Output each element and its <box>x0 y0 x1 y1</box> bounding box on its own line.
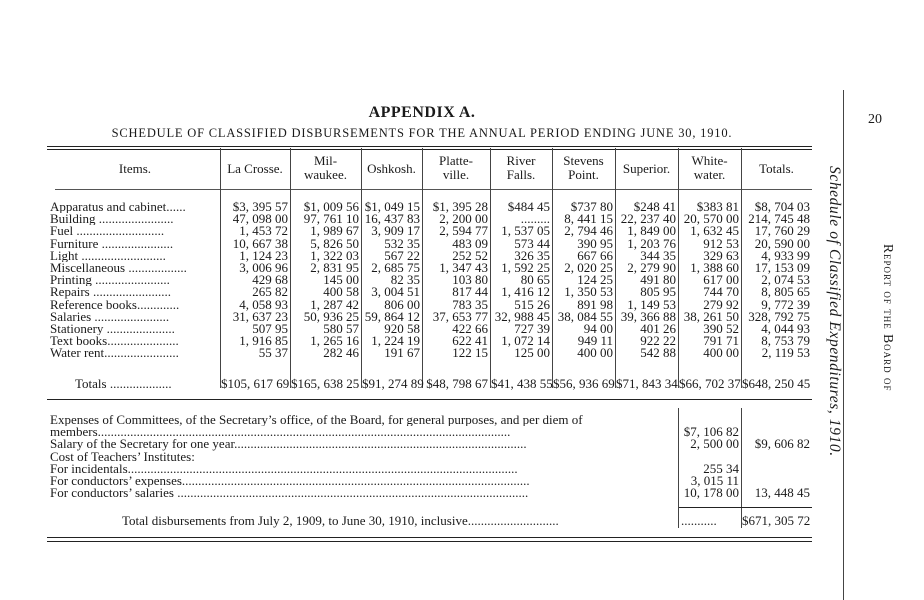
item-label: Repairs ........................ <box>50 286 171 299</box>
cell-stevens-point: 949 11 <box>577 333 613 349</box>
expense-line: Cost of Teachers’ Institutes: <box>50 450 195 463</box>
total-superior: $71, 843 34 <box>616 376 678 391</box>
header-river-falls: River Falls. <box>506 153 536 182</box>
cell-superior: 344 35 <box>640 247 676 263</box>
expense-amounts <box>679 414 739 499</box>
cell-whitewater: $383 81 <box>696 199 739 214</box>
cell-la-crosse: 47, 098 00 <box>232 211 288 227</box>
column-totals <box>742 201 810 359</box>
cell-stevens-point: 94 00 <box>583 320 613 336</box>
cell-totals: 214, 745 48 <box>748 211 810 227</box>
cell-river-falls: ......... <box>520 211 550 227</box>
cell-platteville: 817 44 <box>452 284 488 300</box>
total-la-crosse: $105, 617 69 <box>221 376 290 391</box>
cell-whitewater: 744 70 <box>703 284 739 300</box>
cell-platteville: 37, 653 77 <box>432 308 488 324</box>
cell-la-crosse: 3, 006 96 <box>239 259 288 275</box>
cell-river-falls: 80 65 <box>520 272 550 288</box>
cell-platteville: 483 09 <box>452 235 488 251</box>
item-label: Miscellaneous .................. <box>50 261 187 275</box>
cell-la-crosse: 31, 637 23 <box>232 308 288 324</box>
column-milwaukee <box>291 201 359 359</box>
top-rule <box>47 146 812 147</box>
cell-whitewater: 912 53 <box>703 235 739 251</box>
cell-totals: 9, 772 39 <box>761 296 810 312</box>
cell-oshkosh: 16, 437 83 <box>364 211 420 227</box>
cell-whitewater: 791 71 <box>703 333 739 349</box>
cell-whitewater: 329 63 <box>703 247 739 263</box>
cell-oshkosh: 3, 004 51 <box>371 284 420 300</box>
total-platteville: $48, 798 67 <box>426 376 488 391</box>
expense-line: For conductors’ salaries ............................................................................................................ <box>50 487 529 500</box>
cell-stevens-point: 124 25 <box>577 272 613 288</box>
cell-stevens-point: $737 80 <box>570 199 613 214</box>
cell-superior: 1, 849 00 <box>627 223 676 239</box>
item-label: Salaries ....................... <box>50 310 170 323</box>
header-oshkosh: Oshkosh. <box>367 161 416 176</box>
cell-superior: 1, 203 76 <box>627 235 676 251</box>
expense-subtotal <box>742 463 810 475</box>
header-platteville: Platte- ville. <box>439 153 473 182</box>
expense-amount: 2, 500 00 <box>690 436 739 452</box>
grand-total-value: $671, 305 72 <box>742 513 811 528</box>
cell-oshkosh: 2, 685 75 <box>371 259 420 275</box>
header-milwaukee: Mil- waukee. <box>304 153 347 182</box>
cell-river-falls: 1, 416 12 <box>501 284 550 300</box>
running-head: Report of the Board of <box>881 244 896 392</box>
column-stevens-point <box>553 201 613 359</box>
total-oshkosh: $91, 274 89 <box>362 376 424 391</box>
cell-stevens-point: 390 95 <box>577 235 613 251</box>
item-label: Water rent....................... <box>50 347 179 360</box>
header-la-crosse: La Crosse. <box>227 161 283 176</box>
cell-platteville: 622 41 <box>452 333 488 349</box>
section-rule <box>47 399 812 400</box>
cell-oshkosh: 3, 909 17 <box>371 223 420 239</box>
expense-amount: 10, 178 00 <box>683 485 739 501</box>
item-label: Text books...................... <box>50 335 179 348</box>
cell-milwaukee: 50, 936 25 <box>303 308 359 324</box>
cell-milwaukee: 282 46 <box>323 345 359 361</box>
total-stevens-point: $56, 936 69 <box>553 376 615 391</box>
cell-totals: 17, 760 29 <box>754 223 810 239</box>
cell-milwaukee: 145 00 <box>323 272 359 288</box>
cell-river-falls: 32, 988 45 <box>494 308 550 324</box>
cell-superior: $248 41 <box>633 199 676 214</box>
cell-river-falls: 573 44 <box>514 235 550 251</box>
cell-whitewater: 617 00 <box>703 272 739 288</box>
cell-river-falls: 727 39 <box>514 320 550 336</box>
cell-river-falls: 1, 537 05 <box>501 223 550 239</box>
cell-platteville: 1, 347 43 <box>439 259 488 275</box>
cell-stevens-point: 2, 794 46 <box>564 223 613 239</box>
grand-total-dots: ........... <box>681 513 717 528</box>
total-whitewater: $66, 702 37 <box>679 376 741 391</box>
cell-superior: 22, 237 40 <box>620 211 676 227</box>
item-label: Building ....................... <box>50 213 174 226</box>
item-label: Reference books............. <box>50 298 180 311</box>
cell-platteville: 783 35 <box>452 296 488 312</box>
cell-platteville: 2, 200 00 <box>439 211 488 227</box>
cell-oshkosh: 567 22 <box>384 247 420 263</box>
cell-stevens-point: 38, 084 55 <box>557 308 613 324</box>
cell-superior: 922 22 <box>640 333 676 349</box>
bottom-rule-2 <box>47 541 812 542</box>
cell-superior: 401 26 <box>640 320 676 336</box>
grand-total-label: Total disbursements from July 2, 1909, to June 30, 1910, inclusive............................ <box>122 513 559 528</box>
schedule-subtitle: SCHEDULE OF CLASSIFIED DISBURSEMENTS FOR THE ANNUAL PERIOD ENDING JUNE 30, 1910. <box>111 126 733 140</box>
cell-milwaukee: 1, 322 03 <box>310 247 359 263</box>
cell-superior: 542 88 <box>640 345 676 361</box>
cell-oshkosh: 59, 864 12 <box>364 308 420 324</box>
total-river-falls: $41, 438 55 <box>491 376 553 391</box>
header-rule <box>55 189 812 190</box>
expense-amount: $7, 106 82 <box>683 424 739 440</box>
cell-whitewater: 38, 261 50 <box>683 308 739 324</box>
total-totals: $648, 250 45 <box>742 376 811 391</box>
expense-line: members............................................................................................................................... <box>50 426 511 439</box>
column-platteville <box>423 201 488 359</box>
expense-amount: 3, 015 11 <box>690 472 739 488</box>
cell-totals: 8, 753 79 <box>761 333 810 349</box>
expense-subtotals <box>742 414 810 499</box>
cell-stevens-point: 667 66 <box>577 247 613 263</box>
cell-whitewater: 279 92 <box>703 296 739 312</box>
column-river-falls <box>491 201 550 359</box>
cell-stevens-point: 8, 441 15 <box>564 211 613 227</box>
cell-oshkosh: $1, 049 15 <box>364 199 420 214</box>
cell-la-crosse: 10, 667 38 <box>232 235 288 251</box>
cell-la-crosse: 429 68 <box>252 272 288 288</box>
item-label: Fuel ........................... <box>50 225 165 238</box>
cell-totals: 328, 792 75 <box>748 308 810 324</box>
cell-stevens-point: 891 98 <box>577 296 613 312</box>
cell-platteville: 103 80 <box>452 272 488 288</box>
cell-superior: 805 95 <box>640 284 676 300</box>
cell-stevens-point: 1, 350 53 <box>564 284 613 300</box>
cell-milwaukee: 1, 287 42 <box>310 296 359 312</box>
cell-totals: 8, 805 65 <box>761 284 810 300</box>
cell-oshkosh: 1, 224 19 <box>371 333 420 349</box>
cell-oshkosh: 82 35 <box>390 272 420 288</box>
total-milwaukee: $165, 638 25 <box>291 376 360 391</box>
expense-line: Expenses of Committees, of the Secretary’s office, of the Board, for general purposes, and per diem of <box>50 414 583 427</box>
cell-platteville: 252 52 <box>452 247 488 263</box>
cell-river-falls: 1, 072 14 <box>501 333 550 349</box>
header-superior: Superior. <box>622 161 671 176</box>
expense-line: For incidentals........................................................................................................................ <box>50 462 518 475</box>
cell-whitewater: 400 00 <box>703 345 739 361</box>
cell-totals: 4, 044 93 <box>761 320 810 336</box>
item-label: Stationery ..................... <box>50 322 175 336</box>
cell-stevens-point: 2, 020 25 <box>564 259 613 275</box>
bottom-rule <box>47 537 812 538</box>
column-whitewater <box>679 201 739 359</box>
cell-superior: 1, 149 53 <box>627 296 676 312</box>
totals-label: Totals ................... <box>75 376 172 391</box>
header-whitewater: White- water. <box>691 153 728 182</box>
cell-oshkosh: 532 35 <box>384 235 420 251</box>
cell-milwaukee: 5, 826 50 <box>310 235 359 251</box>
expense-subtotal: $9, 606 82 <box>754 436 810 452</box>
cell-milwaukee: $1, 009 56 <box>303 199 359 214</box>
cell-whitewater: 1, 388 60 <box>690 259 739 275</box>
cell-totals: $8, 704 03 <box>754 199 810 214</box>
item-label: Apparatus and cabinet...... <box>50 201 186 214</box>
items-column <box>50 201 218 359</box>
cell-superior: 39, 366 88 <box>620 308 676 324</box>
cell-oshkosh: 191 67 <box>384 345 420 361</box>
expense-amount: 255 34 <box>703 460 739 476</box>
item-label: Light .......................... <box>50 249 166 262</box>
cell-milwaukee: 1, 265 16 <box>310 333 359 349</box>
cell-la-crosse: 55 37 <box>258 345 288 361</box>
cell-river-falls: 125 00 <box>514 345 550 361</box>
expense-subtotal <box>742 414 810 426</box>
cell-whitewater: 20, 570 00 <box>683 211 739 227</box>
cell-platteville: 2, 594 77 <box>439 223 488 239</box>
cell-la-crosse: 4, 058 93 <box>239 296 288 312</box>
column-superior <box>616 201 676 359</box>
cell-whitewater: 390 52 <box>703 320 739 336</box>
header-totals: Totals. <box>759 161 794 176</box>
cell-river-falls: 1, 592 25 <box>501 259 550 275</box>
column-oshkosh <box>362 201 420 359</box>
expenses-block <box>50 414 678 499</box>
cell-river-falls: $484 45 <box>507 199 550 214</box>
page-number: 20 <box>868 112 882 127</box>
cell-la-crosse: 1, 916 85 <box>239 333 288 349</box>
expense-subtotal <box>742 451 810 463</box>
cell-totals: 2, 119 53 <box>761 345 810 361</box>
cell-whitewater: 1, 632 45 <box>690 223 739 239</box>
side-title: Schedule of Classified Expenditures, 1910. <box>826 166 843 457</box>
expense-subtotal: 13, 448 45 <box>754 485 810 501</box>
cell-totals: 20, 590 00 <box>754 235 810 251</box>
cell-milwaukee: 580 57 <box>323 320 359 336</box>
cell-la-crosse: $3, 395 57 <box>232 199 288 214</box>
cell-superior: 2, 279 90 <box>627 259 676 275</box>
expense-line: Salary of the Secretary for one year.......................................................................................... <box>50 438 527 451</box>
subtotal-rule <box>679 507 812 508</box>
cell-platteville: 122 15 <box>452 345 488 361</box>
cell-totals: 17, 153 09 <box>754 259 810 275</box>
cell-totals: 4, 933 99 <box>761 247 810 263</box>
cell-oshkosh: 806 00 <box>384 296 420 312</box>
expense-line: For conductors’ expenses........................................................................................................... <box>50 474 530 488</box>
cell-la-crosse: 1, 453 72 <box>239 223 288 239</box>
cell-milwaukee: 97, 761 10 <box>303 211 359 227</box>
cell-milwaukee: 2, 831 95 <box>310 259 359 275</box>
header-items: Items. <box>118 161 152 176</box>
item-label: Furniture ...................... <box>50 237 174 250</box>
item-label: Printing ....................... <box>50 274 170 287</box>
appendix-title: APPENDIX A. <box>368 104 476 121</box>
cell-stevens-point: 400 00 <box>577 345 613 361</box>
cell-la-crosse: 507 95 <box>252 320 288 336</box>
cell-la-crosse: 1, 124 23 <box>239 247 288 263</box>
margin-rule <box>843 90 844 600</box>
cell-milwaukee: 1, 989 67 <box>310 223 359 239</box>
cell-oshkosh: 920 58 <box>384 320 420 336</box>
cell-totals: 2, 074 53 <box>761 272 810 288</box>
cell-platteville: 422 66 <box>452 320 488 336</box>
column-la-crosse <box>221 201 288 359</box>
top-rule-2 <box>47 149 812 150</box>
cell-river-falls: 326 35 <box>514 247 550 263</box>
cell-platteville: $1, 395 28 <box>432 199 488 214</box>
cell-river-falls: 515 26 <box>514 296 550 312</box>
cell-superior: 491 80 <box>640 272 676 288</box>
cell-milwaukee: 400 58 <box>323 284 359 300</box>
header-stevens-point: Stevens Point. <box>563 153 604 182</box>
cell-la-crosse: 265 82 <box>252 284 288 300</box>
